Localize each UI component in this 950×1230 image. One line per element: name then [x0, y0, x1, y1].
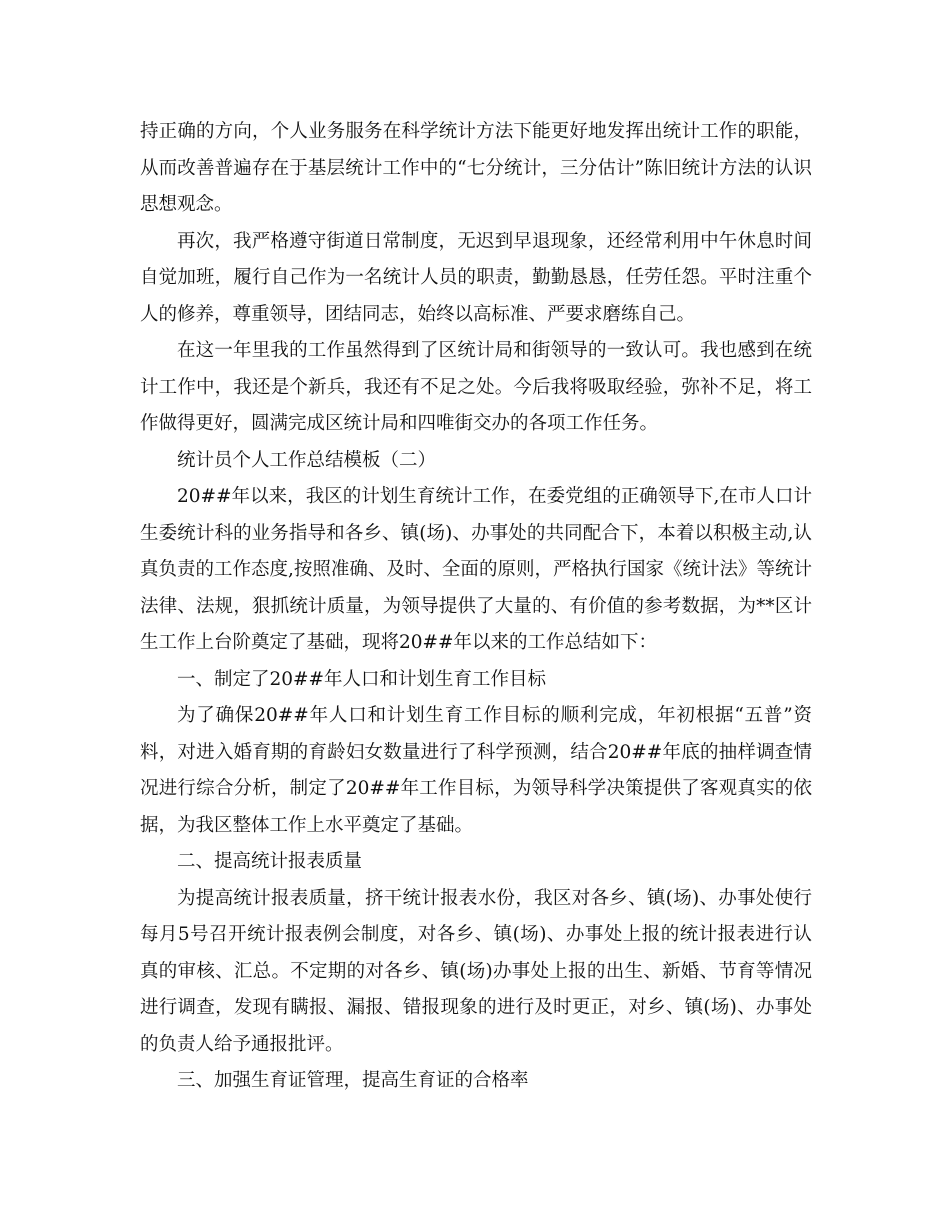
document-body: [140, 114, 812, 1100]
section-heading: 二、提高统计报表质量: [177, 851, 363, 872]
paragraph: 在这一年里我的工作虽然得到了区统计局和街领导的一致认可。我也感到在统计工作中，我还是个新兵，我还有不足之处。今后我将吸取经验，弥补不足，将工作做得更好，圆满完成区统计局和四唯街交办的各项工作任务。: [140, 340, 812, 434]
section-heading: 一、制定了20##年人口和计划生育工作目标: [177, 668, 547, 690]
paragraph: 为了确保20##年人口和计划生育工作目标的顺利完成，年初根据“五普”资料，对进入婚育期的育龄妇女数量进行了科学预测，结合20##年底的抽样调查情况进行综合分析，制定了20##年工作目标，为领导科学决策提供了客观真实的依据，为我区整体工作上水平奠定了基础。: [140, 705, 812, 836]
paragraph: 20##年以来，我区的计划生育统计工作，在委党组的正确领导下,在市人口计生委统计科的业务指导和各乡、镇(场)、办事处的共同配合下，本着以积极主动,认真负责的工作态度,按照准确、及时、全面的原则，严格执行国家《统计法》等统计法律、法规，狠抓统计质量，为领导提供了大量的、有价值的参考数据，为**区计生工作上台阶奠定了基础，现将20##年以来的工作总结如下：: [140, 486, 812, 653]
section-title: 统计员个人工作总结模板（二）: [177, 449, 437, 471]
section-heading: 三、加强生育证管理，提高生育证的合格率: [177, 1070, 529, 1091]
paragraph-continuation: 持正确的方向，个人业务服务在科学统计方法下能更好地发挥出统计工作的职能，从而改善普遍存在于基层统计工作中的“七分统计，三分估计”陈旧统计方法的认识思想观念。: [140, 121, 812, 215]
paragraph: 再次，我严格遵守街道日常制度，无迟到早退现象，还经常利用中午休息时间自觉加班，履行自己作为一名统计人员的职责，勤勤恳恳，任劳任怨。平时注重个人的修养，尊重领导，团结同志，始终以高标准、严要求磨练自己。: [140, 230, 812, 325]
paragraph: 为提高统计报表质量，挤干统计报表水份，我区对各乡、镇(场)、办事处使行每月5号召开统计报表例会制度，对各乡、镇(场)、办事处上报的统计报表进行认真的审核、汇总。不定期的对各乡、镇(场)办事处上报的出生、新婚、节育等情况进行调查，发现有瞒报、漏报、错报现象的进行及时更正，对乡、镇(场)、办事处的负责人给予通报批评。: [140, 887, 812, 1055]
